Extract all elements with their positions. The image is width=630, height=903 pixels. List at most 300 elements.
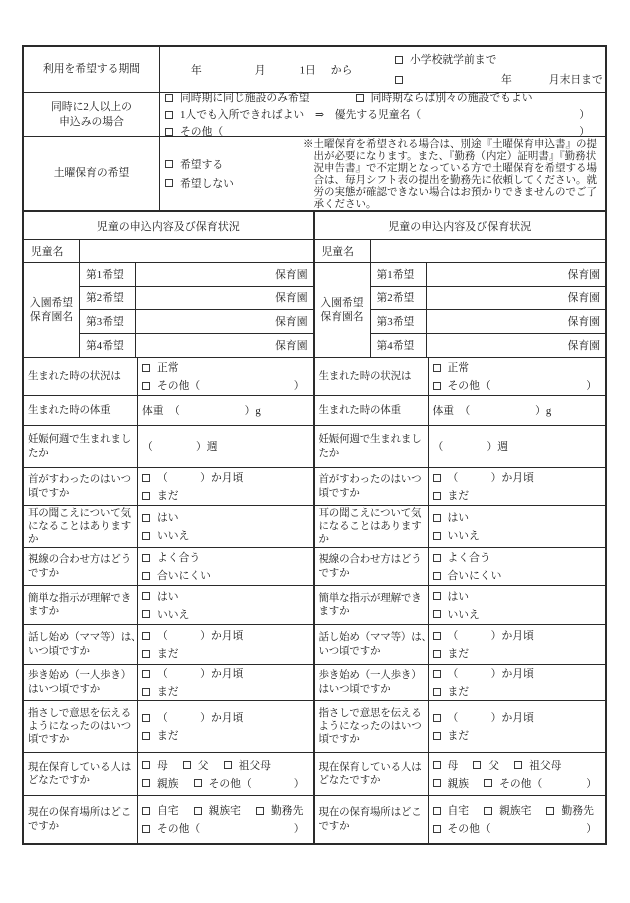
question-label <box>315 358 429 395</box>
answer-line <box>433 821 604 836</box>
question-answers <box>138 796 313 843</box>
month-label: 月 <box>254 64 266 76</box>
answer-text: まだ <box>447 648 470 660</box>
question-row <box>24 796 313 843</box>
checkbox-icon[interactable] <box>142 492 150 500</box>
answer-close-paren: ） <box>586 380 597 392</box>
checkbox-icon[interactable] <box>484 779 492 787</box>
answer-line <box>142 776 311 791</box>
answer-text: 祖父母 <box>238 759 271 772</box>
answer-line <box>142 666 311 681</box>
kindergarten-choice-row <box>80 334 313 358</box>
question-row <box>24 426 313 468</box>
question-label-line: いつ頃ですか <box>28 645 90 657</box>
priority-child-name-close-paren: ） <box>579 109 590 121</box>
kindergarten-wish-label-line: 保育園名 <box>320 311 364 323</box>
answer-option <box>433 378 491 393</box>
answer-text: 祖父母 <box>529 759 562 772</box>
answer-line <box>142 710 311 725</box>
child-name-row <box>24 240 313 263</box>
answer-line <box>142 378 311 393</box>
answer-line <box>433 360 604 375</box>
child-name-label: 児童名 <box>315 240 371 262</box>
checkbox-icon[interactable] <box>142 474 150 482</box>
question-label <box>24 468 138 505</box>
checkbox-icon[interactable] <box>194 807 202 815</box>
question-answers <box>429 548 606 585</box>
answer-option <box>142 776 179 791</box>
answer-text: 母 <box>157 759 168 772</box>
answer-line <box>433 646 604 661</box>
question-row <box>24 625 313 665</box>
answer-line <box>142 470 311 485</box>
answer-option <box>194 803 241 818</box>
checkbox-icon[interactable] <box>433 807 441 815</box>
answer-option <box>433 550 491 565</box>
answer-line <box>142 528 311 543</box>
checkbox-icon[interactable] <box>142 650 150 658</box>
answer-option <box>433 776 470 791</box>
question-label-line: 歩き始め（一人歩き） <box>318 670 422 682</box>
checkbox-icon[interactable] <box>433 592 441 600</box>
answer-text: よく合う <box>447 552 491 564</box>
question-label-line: 生まれた時の体重 <box>28 404 111 416</box>
checkbox-icon[interactable] <box>433 514 441 522</box>
answer-option <box>142 803 179 818</box>
answer-line <box>142 360 311 375</box>
question-label-line: 生まれた時の状況は <box>28 370 121 382</box>
answer-text: 父 <box>488 759 500 772</box>
choice-rank-label: 第2希望 <box>371 287 427 310</box>
question-label-line: 視線の合わせ方はどう <box>28 554 131 566</box>
checkbox-icon[interactable] <box>395 76 403 84</box>
choice-name-input[interactable] <box>427 334 606 358</box>
until-preschool-option <box>395 52 496 67</box>
kindergarten-choice-row <box>80 310 313 334</box>
question-label <box>24 426 138 467</box>
answer-text: （ ）か月頃 <box>157 712 244 724</box>
question-label-line: 頃ですか <box>28 487 70 499</box>
checkbox-icon[interactable] <box>142 825 150 833</box>
answer-option <box>433 666 534 681</box>
question-answers <box>429 358 606 395</box>
answer-option <box>142 710 243 725</box>
usage-period-row <box>24 47 605 93</box>
saturday-care-row <box>24 137 605 212</box>
answer-option <box>142 470 243 485</box>
question-row <box>315 358 606 396</box>
question-label <box>315 625 432 664</box>
checkbox-icon[interactable] <box>256 807 264 815</box>
answer-line <box>433 607 604 622</box>
question-answers <box>429 665 606 700</box>
answer-text: まだ <box>447 730 470 742</box>
checkbox-icon[interactable] <box>433 610 441 618</box>
checkbox-icon[interactable] <box>433 714 441 722</box>
facility-suffix: 保育園 <box>567 268 600 281</box>
answer-text: 親族宅 <box>208 805 241 817</box>
answer-text: （ ）週 <box>432 441 509 453</box>
answer-line <box>433 803 604 818</box>
answer-text: 勤務先 <box>561 805 594 817</box>
answer-option <box>142 528 189 543</box>
answer-line <box>433 758 604 773</box>
checkbox-icon[interactable] <box>224 761 232 769</box>
question-label-line: ですか <box>318 820 350 832</box>
answer-close-paren: ） <box>293 380 305 392</box>
checkbox-icon[interactable] <box>142 807 150 815</box>
year-label: 年 <box>191 64 202 76</box>
kindergarten-choice-row <box>80 287 313 311</box>
answer-line <box>433 776 604 791</box>
checkbox-icon[interactable] <box>433 532 441 540</box>
answer-line <box>142 758 311 773</box>
answer-line <box>433 550 604 565</box>
question-row <box>24 586 313 625</box>
checkbox-icon[interactable] <box>165 94 173 102</box>
answer-option <box>142 684 179 699</box>
answer-option <box>433 607 480 622</box>
saturday-care-label-text: 土曜保育の希望 <box>53 167 130 179</box>
question-label <box>24 396 138 425</box>
answer-option <box>433 728 470 743</box>
choice-name-input[interactable] <box>136 310 313 333</box>
question-row <box>315 548 606 586</box>
answer-option <box>142 510 179 525</box>
checkbox-icon[interactable] <box>165 128 173 136</box>
choice-rank-label: 第2希望 <box>80 287 136 310</box>
checkbox-icon[interactable] <box>433 474 441 482</box>
child-name-input[interactable] <box>80 240 313 262</box>
saturday-care-note: ※土曜保育を希望される場合は、別途『土曜保育申込書』の提出が必要になります。また、『勤務（内定）証明書』『勤務状況申告書』で不定期となっている方で土曜保育を希望する場合は、毎月シフト表の提出を勤務先に依頼してください。就労の実態が確認できない場合はお預かりできませんのでご了承ください。 <box>303 139 597 211</box>
question-label <box>24 665 138 700</box>
answer-option <box>546 803 593 818</box>
checkbox-icon[interactable] <box>142 732 150 740</box>
checkbox-icon[interactable] <box>142 554 150 562</box>
answer-line <box>142 568 311 583</box>
choice-rank-label: 第1希望 <box>80 263 136 286</box>
answer-line <box>433 488 604 503</box>
checkbox-icon[interactable] <box>356 94 364 102</box>
facility-suffix: 保育園 <box>567 315 600 328</box>
answer-text: はい <box>157 512 179 524</box>
answer-close-paren: ） <box>586 823 597 835</box>
kindergarten-choices-block <box>315 263 606 358</box>
answer-option <box>433 646 470 661</box>
question-row <box>24 396 313 426</box>
checkbox-icon[interactable] <box>473 761 481 769</box>
answer-text: まだ <box>157 648 179 660</box>
checkbox-icon[interactable] <box>433 779 441 787</box>
choice-name-input[interactable] <box>427 310 606 333</box>
question-row <box>315 506 606 548</box>
checkbox-icon[interactable] <box>395 56 403 64</box>
child-section-header-row <box>24 212 313 240</box>
answer-text: はい <box>157 590 179 603</box>
multiple-children-label-line: 同時に2人以上の <box>51 100 132 113</box>
answer-text: 体重 （ ）g <box>432 405 552 417</box>
question-label <box>315 796 429 843</box>
answer-option <box>142 607 189 622</box>
question-answers <box>138 358 313 395</box>
answer-option <box>433 510 470 525</box>
answer-text: （ ）か月頃 <box>157 472 244 484</box>
question-answers <box>429 625 606 664</box>
question-label-line: 指さしで意思を伝える <box>318 707 422 719</box>
kindergarten-choice-row <box>80 263 313 287</box>
question-row <box>24 548 313 586</box>
question-label <box>24 625 142 664</box>
answer-line <box>142 439 311 454</box>
answer-option <box>433 710 534 725</box>
answer-text: まだ <box>447 686 470 698</box>
section-header: 児童の申込内容及び保育状況 <box>388 220 532 233</box>
answer-text: はい <box>447 590 470 603</box>
choice-name-input[interactable] <box>136 263 313 286</box>
choice-name-input[interactable] <box>136 334 313 358</box>
question-label-line: はいつ頃ですか <box>318 683 391 695</box>
question-label <box>315 665 429 700</box>
answer-line <box>433 470 604 485</box>
childcare-application-form-table <box>22 45 607 845</box>
checkbox-icon[interactable] <box>142 779 150 787</box>
until-month-end-label: 月末日まで <box>548 74 603 86</box>
answer-line <box>433 710 604 725</box>
question-row <box>24 468 313 506</box>
question-label-line: いつ頃ですか <box>318 645 381 657</box>
answer-text: 合いにくい <box>157 570 211 582</box>
answer-option <box>142 550 200 565</box>
question-label-line: 妊娠何週で生まれまし <box>28 434 131 446</box>
question-label-line: 簡単な指示が理解でき <box>318 592 422 604</box>
answer-option <box>433 439 509 454</box>
choice-name-input[interactable] <box>427 287 606 310</box>
answer-text: いいえ <box>447 608 480 621</box>
child-name-input[interactable] <box>371 240 606 262</box>
answer-option <box>433 568 502 583</box>
answer-text: 親族 <box>447 777 470 790</box>
answer-line <box>433 666 604 681</box>
answer-option <box>142 378 200 393</box>
question-label <box>315 753 429 795</box>
question-label-line: 頃ですか <box>318 487 360 499</box>
answer-text: 正常 <box>447 362 470 374</box>
question-label-line: 頃ですか <box>28 734 70 746</box>
answer-option <box>142 488 179 503</box>
question-label-line: 妊娠何週で生まれまし <box>318 434 422 446</box>
answer-option <box>433 684 470 699</box>
question-row <box>315 625 606 665</box>
kindergarten-wish-label <box>24 263 80 357</box>
answer-text: はい <box>447 512 470 524</box>
checkbox-icon[interactable] <box>142 670 150 678</box>
checkbox-icon[interactable] <box>433 732 441 740</box>
question-label-line: になることはあります <box>28 520 131 532</box>
checkbox-icon[interactable] <box>165 160 173 168</box>
facility-suffix: 保育園 <box>275 268 308 281</box>
question-label-line: か <box>28 534 39 546</box>
question-row <box>24 701 313 753</box>
question-label-line: ようになったのはいつ <box>28 720 131 732</box>
checkbox-icon[interactable] <box>165 111 173 119</box>
question-row <box>24 753 313 796</box>
answer-option <box>433 589 470 604</box>
question-answers <box>138 701 313 752</box>
answer-text: （ ）か月頃 <box>157 630 244 642</box>
checkbox-icon[interactable] <box>546 807 554 815</box>
child-section-left <box>24 212 315 843</box>
checkbox-icon[interactable] <box>142 688 150 696</box>
kindergarten-wish-label-line: 保育園名 <box>29 311 74 323</box>
question-label-line: 耳の聞こえについて気 <box>28 507 131 519</box>
answer-text: いいえ <box>447 530 480 542</box>
answer-text: いいえ <box>157 530 190 542</box>
answer-line <box>142 550 311 565</box>
saturday-no-label: 希望しない <box>180 177 234 190</box>
usage-period-label-text: 利用を希望する期間 <box>42 63 141 75</box>
question-row <box>315 701 606 753</box>
question-label <box>24 506 138 547</box>
answer-option <box>142 821 200 836</box>
saturday-yes-option <box>165 157 234 172</box>
checkbox-icon[interactable] <box>142 761 150 769</box>
checkbox-icon[interactable] <box>514 761 522 769</box>
question-label-line: 首がすわったのはいつ <box>318 474 422 486</box>
answer-line <box>142 589 311 604</box>
checkbox-icon[interactable] <box>433 572 441 580</box>
answer-text: その他（ <box>157 380 201 392</box>
answer-option <box>142 646 179 661</box>
until-date-option <box>395 72 603 87</box>
answer-option <box>433 470 534 485</box>
checkbox-icon[interactable] <box>433 688 441 696</box>
checkbox-icon[interactable] <box>433 554 441 562</box>
answer-line <box>433 568 604 583</box>
answer-text: いいえ <box>157 608 190 621</box>
question-answers <box>138 396 313 425</box>
answer-text: 親族 <box>157 777 179 790</box>
start-date-placeholder[interactable] <box>191 62 352 77</box>
any-admission-option-line <box>165 107 605 122</box>
checkbox-icon[interactable] <box>142 572 150 580</box>
choice-name-input[interactable] <box>427 263 606 286</box>
checkbox-icon[interactable] <box>165 179 173 187</box>
answer-close-paren: ） <box>586 777 597 790</box>
until-preschool-label: 小学校就学前まで <box>410 54 497 66</box>
facility-suffix: 保育園 <box>567 339 600 352</box>
question-row <box>24 506 313 548</box>
kindergarten-wish-label <box>315 263 371 357</box>
question-answers <box>429 701 606 752</box>
answer-line <box>142 628 311 643</box>
question-label-line: どなたですか <box>318 775 381 786</box>
choice-rank-label: 第3希望 <box>80 310 136 333</box>
answer-line <box>142 646 311 661</box>
checkbox-icon[interactable] <box>194 779 202 787</box>
answer-option <box>433 821 491 836</box>
answer-line <box>142 510 311 525</box>
answer-text: 自宅 <box>447 805 470 817</box>
answer-option <box>514 758 561 773</box>
checkbox-icon[interactable] <box>433 825 441 833</box>
answer-line <box>142 684 311 699</box>
checkbox-icon[interactable] <box>433 632 441 640</box>
question-label-line: 現在保育している人は <box>318 761 422 773</box>
question-label-line: か <box>318 534 329 546</box>
child-name-row <box>315 240 606 263</box>
question-answers <box>138 426 313 467</box>
answer-option <box>484 803 531 818</box>
checkbox-icon[interactable] <box>142 632 150 640</box>
checkbox-icon[interactable] <box>142 592 150 600</box>
checkbox-icon[interactable] <box>183 761 191 769</box>
checkbox-icon[interactable] <box>433 364 441 372</box>
answer-text: まだ <box>157 730 179 742</box>
checkbox-icon[interactable] <box>433 650 441 658</box>
question-label-line: ですか <box>318 567 350 579</box>
question-label-line: 指さしで意思を伝える <box>28 707 131 719</box>
question-label-line: どなたですか <box>28 775 90 786</box>
multiple-children-row <box>24 93 605 137</box>
answer-text: （ ）か月頃 <box>447 668 534 680</box>
question-label <box>315 426 429 467</box>
facility-suffix: 保育園 <box>275 292 308 305</box>
question-label-line: になることはあります <box>318 520 422 532</box>
answer-text: よく合う <box>157 552 201 564</box>
question-label-line: 生まれた時の状況は <box>318 370 412 382</box>
checkbox-icon[interactable] <box>433 670 441 678</box>
checkbox-icon[interactable] <box>142 382 150 390</box>
question-label <box>24 548 138 585</box>
other-option-close-paren: ） <box>579 126 590 138</box>
kindergarten-choices-block <box>24 263 313 358</box>
choice-name-input[interactable] <box>136 287 313 310</box>
answer-text: 母 <box>447 759 459 772</box>
question-answers <box>138 586 313 624</box>
saturday-care-label <box>24 137 160 210</box>
checkbox-icon[interactable] <box>142 514 150 522</box>
answer-option <box>433 628 534 643</box>
question-row <box>315 796 606 843</box>
question-label-line: はいつ頃ですか <box>28 683 101 695</box>
multiple-children-label-line: 申込みの場合 <box>59 115 124 128</box>
checkbox-icon[interactable] <box>142 714 150 722</box>
question-label <box>24 701 138 752</box>
checkbox-icon[interactable] <box>484 807 492 815</box>
facility-suffix: 保育園 <box>275 339 308 352</box>
checkbox-icon[interactable] <box>433 382 441 390</box>
facility-suffix: 保育園 <box>567 292 600 305</box>
question-label-line: 視線の合わせ方はどう <box>318 554 422 566</box>
answer-option <box>142 589 179 604</box>
kindergarten-wish-label-line: 入園希望 <box>320 297 364 309</box>
checkbox-icon[interactable] <box>433 761 441 769</box>
question-label-line: 話し始め（ママ等）は、 <box>318 632 432 644</box>
answer-text: 父 <box>197 759 209 772</box>
answer-text: 正常 <box>157 362 179 374</box>
choice-rank-label: 第4希望 <box>371 334 427 358</box>
answer-text: 自宅 <box>157 805 179 817</box>
from-label: から <box>330 64 353 76</box>
answer-text: その他（ <box>447 823 491 835</box>
checkbox-icon[interactable] <box>142 532 150 540</box>
checkbox-icon[interactable] <box>142 364 150 372</box>
answer-text: 合いにくい <box>447 570 502 582</box>
separate-facility-option-label: 同時期ならば別々の施設でもよい <box>370 92 533 104</box>
checkbox-icon[interactable] <box>433 492 441 500</box>
checkbox-icon[interactable] <box>142 610 150 618</box>
question-label-line: ますか <box>318 606 350 617</box>
